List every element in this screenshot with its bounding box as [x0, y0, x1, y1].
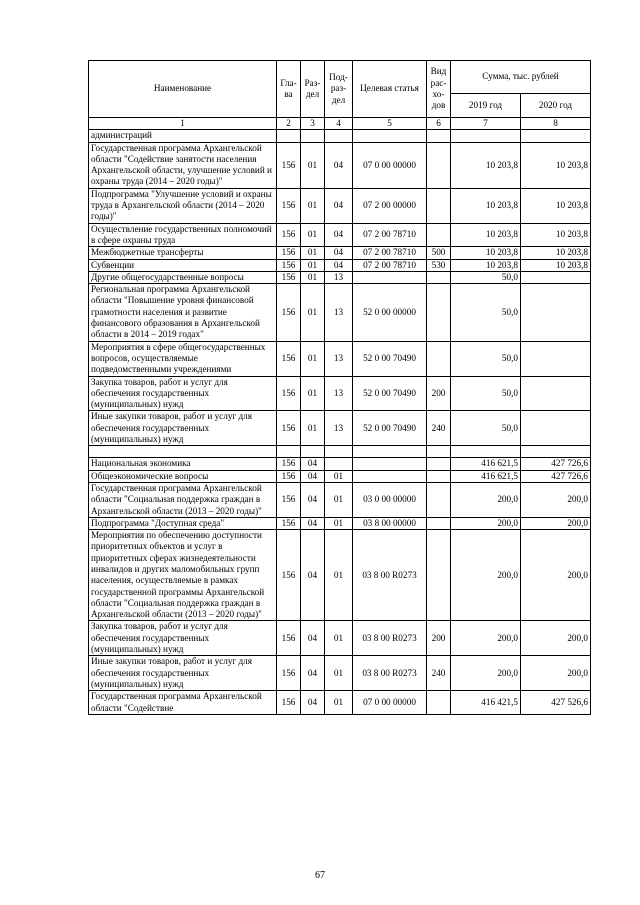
- cell-2019: 10 203,8: [451, 259, 521, 271]
- cell-target: 03 8 00 R0273: [353, 621, 427, 656]
- table-row: [89, 691, 591, 715]
- cell-subsection: 13: [325, 411, 353, 446]
- header-row: [89, 61, 591, 94]
- cell-name: Иные закупки товаров, работ и услуг для обеспечения государственных (муниципальных) нужд: [89, 411, 277, 446]
- cell-subsection: [325, 130, 353, 142]
- header-year-2020: 2020 год: [521, 93, 591, 117]
- cell-section: 04: [301, 458, 325, 470]
- table-row: [89, 376, 591, 411]
- cell-exp-type: [427, 188, 451, 223]
- cell-2020: 10 203,8: [521, 247, 591, 259]
- cell-2019: 416 421,5: [451, 691, 521, 715]
- column-number: 3: [301, 118, 325, 130]
- cell-exp-type: 530: [427, 259, 451, 271]
- cell-2020: 10 203,8: [521, 142, 591, 188]
- cell-target: 07 0 00 00000: [353, 691, 427, 715]
- cell-chapter: 156: [277, 621, 301, 656]
- cell-chapter: [277, 446, 301, 458]
- cell-2020: 200,0: [521, 530, 591, 621]
- cell-section: 04: [301, 530, 325, 621]
- cell-subsection: [325, 458, 353, 470]
- cell-chapter: 156: [277, 517, 301, 529]
- cell-exp-type: [427, 446, 451, 458]
- header-chapter: Гла-ва: [277, 61, 301, 118]
- cell-chapter: 156: [277, 247, 301, 259]
- cell-exp-type: 200: [427, 376, 451, 411]
- cell-section: [301, 130, 325, 142]
- cell-2020: 10 203,8: [521, 223, 591, 247]
- cell-exp-type: [427, 517, 451, 529]
- cell-2019: [451, 130, 521, 142]
- cell-chapter: 156: [277, 142, 301, 188]
- column-number: 5: [353, 118, 427, 130]
- cell-name: Субвенции: [89, 259, 277, 271]
- table-row: [89, 621, 591, 656]
- table-body: [89, 118, 591, 715]
- cell-exp-type: [427, 142, 451, 188]
- cell-subsection: [325, 446, 353, 458]
- cell-target: 03 8 00 00000: [353, 517, 427, 529]
- cell-section: 04: [301, 517, 325, 529]
- column-number: 8: [521, 118, 591, 130]
- header-exp-type: Вид рас-хо-дов: [427, 61, 451, 118]
- cell-chapter: 156: [277, 458, 301, 470]
- cell-section: 01: [301, 376, 325, 411]
- cell-2020: 10 203,8: [521, 259, 591, 271]
- cell-name: [89, 446, 277, 458]
- cell-exp-type: [427, 284, 451, 341]
- cell-subsection: 01: [325, 621, 353, 656]
- cell-section: 04: [301, 621, 325, 656]
- cell-2019: 200,0: [451, 656, 521, 691]
- header-year-2019: 2019 год: [451, 93, 521, 117]
- header-target: Целевая статья: [353, 61, 427, 118]
- cell-exp-type: [427, 458, 451, 470]
- cell-subsection: 04: [325, 142, 353, 188]
- cell-2019: 50,0: [451, 271, 521, 283]
- cell-name: Региональная программа Архангельской области "Повышение уровня финансовой грамотности населения и развитие финансового образования в Архангельской области в 2014 – 2019 годах": [89, 284, 277, 341]
- cell-name: Закупка товаров, работ и услуг для обеспечения государственных (муниципальных) нужд: [89, 376, 277, 411]
- cell-name: Мероприятия по обеспечению доступности приоритетных объектов и услуг в приоритетных сферах жизнедеятельности инвалидов и других маломобильных групп населения, осуществляемые в рамках государственной программы Архангельской области "Социальная поддержка граждан в Архангельской области (2013 – 2020 годы)": [89, 530, 277, 621]
- cell-2020: 200,0: [521, 482, 591, 517]
- cell-exp-type: [427, 482, 451, 517]
- cell-2019: 10 203,8: [451, 223, 521, 247]
- cell-2020: 427 726,6: [521, 470, 591, 482]
- cell-section: 01: [301, 341, 325, 376]
- header-sum: Сумма, тыс. рублей: [451, 61, 591, 94]
- column-number: 2: [277, 118, 301, 130]
- cell-chapter: 156: [277, 341, 301, 376]
- cell-name: Иные закупки товаров, работ и услуг для обеспечения государственных (муниципальных) нужд: [89, 656, 277, 691]
- table-row: [89, 130, 591, 142]
- cell-target: 52 0 00 70490: [353, 341, 427, 376]
- cell-2019: 50,0: [451, 376, 521, 411]
- table-row: [89, 271, 591, 283]
- budget-table: [88, 60, 591, 715]
- cell-exp-type: [427, 470, 451, 482]
- cell-2019: 416 621,5: [451, 470, 521, 482]
- cell-subsection: 01: [325, 656, 353, 691]
- cell-exp-type: [427, 341, 451, 376]
- cell-chapter: 156: [277, 691, 301, 715]
- cell-name: Государственная программа Архангельской области "Социальная поддержка граждан в Архангельской области (2013 – 2020 годы)": [89, 482, 277, 517]
- page-number: 67: [315, 870, 325, 881]
- cell-target: 07 2 00 00000: [353, 188, 427, 223]
- cell-name: администраций: [89, 130, 277, 142]
- cell-exp-type: [427, 691, 451, 715]
- cell-chapter: 156: [277, 259, 301, 271]
- cell-target: 52 0 00 00000: [353, 284, 427, 341]
- cell-2019: 416 621,5: [451, 458, 521, 470]
- cell-name: Национальная экономика: [89, 458, 277, 470]
- table-row: [89, 188, 591, 223]
- table-row: [89, 341, 591, 376]
- cell-chapter: 156: [277, 284, 301, 341]
- cell-2019: 200,0: [451, 482, 521, 517]
- cell-section: 01: [301, 411, 325, 446]
- column-number: 4: [325, 118, 353, 130]
- cell-target: 03 0 00 00000: [353, 482, 427, 517]
- cell-2020: 427 526,6: [521, 691, 591, 715]
- cell-subsection: 01: [325, 530, 353, 621]
- cell-target: [353, 130, 427, 142]
- cell-2019: 10 203,8: [451, 188, 521, 223]
- cell-2019: 10 203,8: [451, 142, 521, 188]
- cell-chapter: 156: [277, 188, 301, 223]
- cell-chapter: 156: [277, 376, 301, 411]
- cell-name: Подпрограмма "Доступная среда": [89, 517, 277, 529]
- cell-section: 01: [301, 247, 325, 259]
- header-name: Наименование: [89, 61, 277, 118]
- table-row: [89, 482, 591, 517]
- table-row: [89, 458, 591, 470]
- cell-target: 03 8 00 R0273: [353, 656, 427, 691]
- table-row: [89, 411, 591, 446]
- cell-subsection: 04: [325, 223, 353, 247]
- cell-exp-type: [427, 530, 451, 621]
- table-row: [89, 530, 591, 621]
- cell-2019: 10 203,8: [451, 247, 521, 259]
- cell-section: 01: [301, 284, 325, 341]
- column-number: 6: [427, 118, 451, 130]
- cell-target: [353, 470, 427, 482]
- cell-subsection: 13: [325, 376, 353, 411]
- cell-2020: [521, 341, 591, 376]
- cell-target: 52 0 00 70490: [353, 411, 427, 446]
- cell-2020: 427 726,6: [521, 458, 591, 470]
- cell-2019: [451, 446, 521, 458]
- cell-target: 03 8 00 R0273: [353, 530, 427, 621]
- table-row: [89, 247, 591, 259]
- cell-chapter: 156: [277, 482, 301, 517]
- cell-chapter: 156: [277, 656, 301, 691]
- cell-2020: 200,0: [521, 621, 591, 656]
- table-row: [89, 470, 591, 482]
- cell-section: 01: [301, 271, 325, 283]
- cell-chapter: 156: [277, 530, 301, 621]
- cell-exp-type: 500: [427, 247, 451, 259]
- table-row: [89, 656, 591, 691]
- cell-subsection: 01: [325, 691, 353, 715]
- cell-subsection: 04: [325, 259, 353, 271]
- cell-2020: [521, 130, 591, 142]
- header-subsection: Под-раз-дел: [325, 61, 353, 118]
- table-row: [89, 446, 591, 458]
- cell-2019: 200,0: [451, 621, 521, 656]
- cell-2020: [521, 411, 591, 446]
- cell-subsection: 01: [325, 482, 353, 517]
- cell-name: Мероприятия в сфере общегосударственных вопросов, осуществляемые подведомственными учреждениями: [89, 341, 277, 376]
- table-row: [89, 142, 591, 188]
- cell-name: Межбюджетные трансферты: [89, 247, 277, 259]
- cell-2020: [521, 271, 591, 283]
- cell-section: 01: [301, 259, 325, 271]
- cell-subsection: 13: [325, 271, 353, 283]
- cell-chapter: 156: [277, 470, 301, 482]
- cell-chapter: 156: [277, 411, 301, 446]
- cell-target: 07 0 00 00000: [353, 142, 427, 188]
- cell-target: [353, 446, 427, 458]
- cell-subsection: 04: [325, 247, 353, 259]
- cell-section: 04: [301, 656, 325, 691]
- cell-2020: [521, 446, 591, 458]
- cell-section: 04: [301, 691, 325, 715]
- cell-name: Другие общегосударственные вопросы: [89, 271, 277, 283]
- cell-exp-type: 240: [427, 656, 451, 691]
- cell-subsection: 01: [325, 470, 353, 482]
- cell-name: Общеэкономические вопросы: [89, 470, 277, 482]
- cell-subsection: 04: [325, 188, 353, 223]
- cell-target: [353, 271, 427, 283]
- column-number-row: [89, 118, 591, 130]
- cell-section: 01: [301, 188, 325, 223]
- cell-2019: 50,0: [451, 284, 521, 341]
- cell-2020: [521, 284, 591, 341]
- cell-target: 07 2 00 78710: [353, 259, 427, 271]
- cell-target: 07 2 00 78710: [353, 247, 427, 259]
- header-section: Раз-дел: [301, 61, 325, 118]
- cell-2020: [521, 376, 591, 411]
- cell-subsection: 13: [325, 341, 353, 376]
- cell-section: 04: [301, 470, 325, 482]
- table-row: [89, 259, 591, 271]
- cell-target: 52 0 00 70490: [353, 376, 427, 411]
- cell-name: Государственная программа Архангельской области "Содействие занятости населения Архангельской области, улучшение условий и охраны труда (2014 – 2020 годы)": [89, 142, 277, 188]
- cell-name: Осуществление государственных полномочий в сфере охраны труда: [89, 223, 277, 247]
- cell-2019: 200,0: [451, 517, 521, 529]
- column-number: 1: [89, 118, 277, 130]
- cell-exp-type: [427, 271, 451, 283]
- cell-exp-type: [427, 130, 451, 142]
- cell-chapter: [277, 130, 301, 142]
- cell-subsection: 01: [325, 517, 353, 529]
- cell-chapter: 156: [277, 271, 301, 283]
- table-row: [89, 223, 591, 247]
- cell-section: 04: [301, 482, 325, 517]
- cell-exp-type: 240: [427, 411, 451, 446]
- table-row: [89, 517, 591, 529]
- cell-exp-type: 200: [427, 621, 451, 656]
- cell-target: 07 2 00 78710: [353, 223, 427, 247]
- column-number: 7: [451, 118, 521, 130]
- cell-name: Закупка товаров, работ и услуг для обеспечения государственных (муниципальных) нужд: [89, 621, 277, 656]
- cell-section: [301, 446, 325, 458]
- cell-target: [353, 458, 427, 470]
- cell-2020: 200,0: [521, 517, 591, 529]
- cell-chapter: 156: [277, 223, 301, 247]
- cell-name: Подпрограмма "Улучшение условий и охраны труда в Архангельской области (2014 – 2020 годы)": [89, 188, 277, 223]
- cell-name: Государственная программа Архангельской области "Содействие: [89, 691, 277, 715]
- cell-2020: 200,0: [521, 656, 591, 691]
- cell-2019: 50,0: [451, 411, 521, 446]
- cell-2020: 10 203,8: [521, 188, 591, 223]
- cell-section: 01: [301, 142, 325, 188]
- cell-2019: 200,0: [451, 530, 521, 621]
- table-row: [89, 284, 591, 341]
- cell-2019: 50,0: [451, 341, 521, 376]
- cell-subsection: 13: [325, 284, 353, 341]
- cell-exp-type: [427, 223, 451, 247]
- cell-section: 01: [301, 223, 325, 247]
